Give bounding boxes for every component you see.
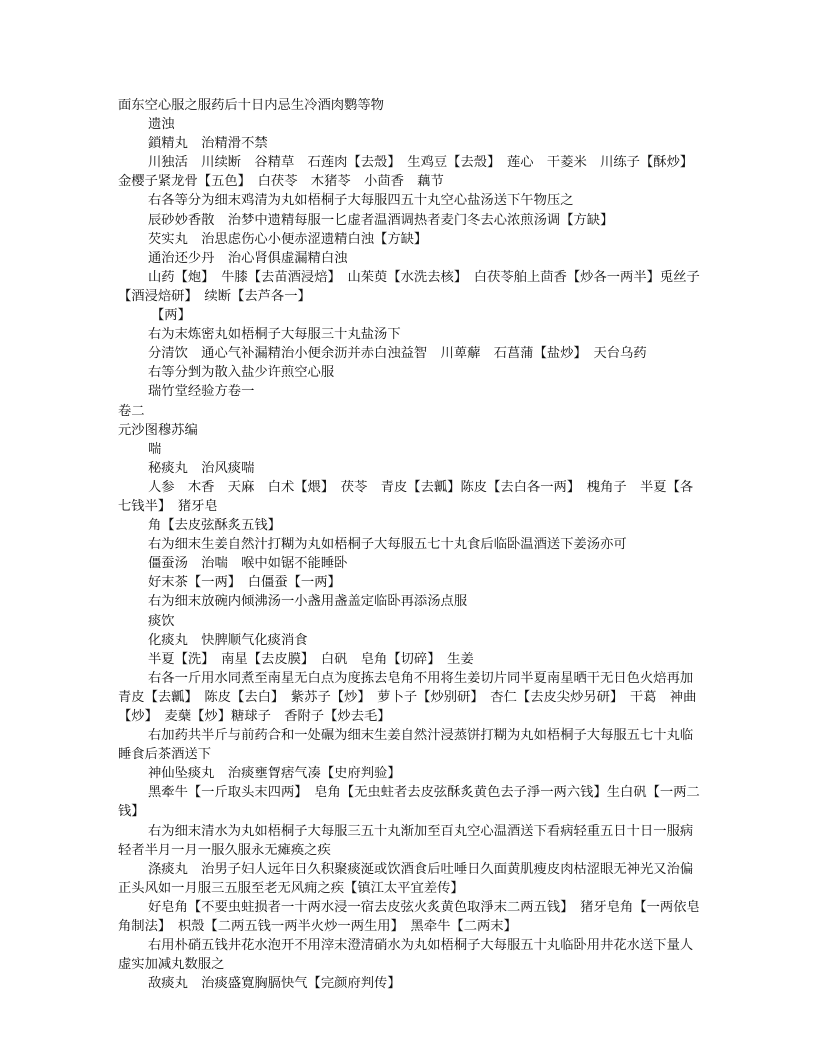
ingredient-list: 川独活 川续断 谷精草 石莲肉【去殼】 生鸡豆【去殼】 莲心 干菱米 川练子【酥炒】 金樱子紧龙骨【五色】 白茯苓 木猪苓 小茴香 藕节	[118, 155, 700, 190]
formula-title: 化痰丸 快脾顺气化痰消食	[148, 632, 308, 648]
volume-end-title: 瑞竹堂经验方卷一	[148, 384, 255, 400]
ingredient-fragment: 【两】	[151, 308, 191, 324]
formula-title: 通治还少丹 治心肾俱虚漏精白浊	[148, 250, 348, 266]
instruction-line: 右为末炼密丸如梧桐子大每服三十丸盐汤下	[148, 327, 401, 343]
ingredient-fragment: 角【去皮弦酥炙五钱】	[148, 518, 281, 534]
formula-title: 分清饮 通心气补漏精治小便余沥并赤白浊益智 川萆薢 石菖蒲【盐炒】 天台乌药	[148, 346, 647, 362]
formula-title: 僵蚕汤 治喘 喉中如锯不能睡卧	[148, 556, 348, 572]
instruction-line: 右为细末生姜自然汁打糊为丸如梧桐子大每服五七十丸食后临卧温酒送下姜汤亦可	[148, 537, 627, 553]
ingredient-list: 人参 木香 天麻 白术【煨】 茯苓 青皮【去瓤】陈皮【去白各一两】 槐角子 半夏【各七钱半】 猪牙皂	[118, 479, 694, 514]
instruction-line: 右各等分为细末鸡清为丸如梧桐子大每服四五十丸空心盐汤送下午物压之	[148, 193, 574, 209]
ingredient-list: 半夏【洗】 南星【去皮膜】 白矾 皂角【切碎】 生姜	[148, 651, 474, 667]
instruction-line: 右为细末放碗内倾沸汤一小盏用盏盖定临卧再添汤点服	[148, 594, 468, 610]
instruction-line: 右加药共半斤与前药合和一处碾为细末生姜自然汁浸蒸饼打糊为丸如梧桐子大每服五七十丸临睡食后茶酒送下	[118, 728, 694, 763]
instruction-line: 右各一斤用水同煮至南星无白点为度拣去皂角不用将生姜切片同半夏南星晒干无日色火焙再加 青皮【去瓤】 陈皮【去白】 紫苏子【炒】 萝卜子【炒别研】 杏仁【去皮尖炒另研】 干葛 神曲【炒】 麦蘖【炒】糖球子 香附子【炒去毛】	[118, 670, 707, 724]
formula-title: 秘痰丸 治风痰喘	[148, 460, 255, 476]
formula-title: 芡实丸 治思虑伤心小便赤涩遗精白浊【方缺】	[148, 231, 428, 247]
ingredient-list: 好末茶【一两】 白僵蚕【一两】	[148, 575, 341, 591]
instruction-line: 右用朴硝五钱井花水泡开不用滓末澄清硝水为丸如梧桐子大每服五十丸临卧用井花水送下量人虚实加减丸数服之	[118, 938, 694, 973]
ingredient-list: 好皂角【不要虫蛀损者一十两水浸一宿去皮弦火炙黄色取淨末二两五钱】 猪牙皂角【一两依皂角制法】 枳殼【二两五钱一两半火炒一两生用】 黑牵牛【二两末】	[118, 899, 700, 935]
document-page	[118, 96, 707, 993]
formula-title: 神仙坠痰丸 治痰壅胷痞气凑【史府判验】	[148, 766, 401, 782]
instruction-line: 右等分剉为散入盐少许煎空心服	[148, 365, 335, 381]
volume-title: 卷二	[118, 403, 145, 419]
formula-title: 辰砂妙香散 治梦中遗精每服一匕虚者温酒调热者麦门冬去心浓煎汤调【方缺】	[148, 212, 614, 228]
ingredient-list: 山药【炮】 牛膝【去苗酒浸焙】 山茱萸【水洗去核】 白茯苓舶上茴香【炒各一两半】兎丝子【酒浸焙研】 续断【去芦各一】	[118, 269, 700, 304]
instruction-line: 右为细末清水为丸如梧桐子大每服三五十丸渐加至百丸空心温酒送下看病轻重五日十日一服病轻者半月一月一服久服永无瘫痪之疾	[118, 823, 694, 858]
formula-title: 涤痰丸 治男子妇人远年日久积聚痰涎或饮酒食后吐唾日久面黄肌瘦皮肉枯涩眼无神光又治偏正头风如一月服三五服至老无风痈之疾【镇江太平宜差传】	[118, 861, 694, 896]
formula-title: 鎖精丸 治精滑不禁	[148, 136, 268, 152]
editor-line: 元沙图穆苏编	[118, 422, 198, 438]
section-heading: 喘	[148, 441, 162, 457]
ingredient-list: 黑牽牛【一斤取头末四两】 皂角【无虫蛀者去皮弦酥炙黄色去子淨一两六钱】生白矾【一两二钱】	[118, 785, 700, 820]
section-heading: 遗浊	[148, 117, 175, 133]
text-line: 面东空心服之服药后十日内忌生冷酒肉鹦等物	[118, 98, 384, 113]
formula-title: 敌痰丸 治痰盛寛胸膈快气【完颜府判传】	[148, 976, 401, 992]
section-heading: 痰饮	[148, 613, 175, 629]
